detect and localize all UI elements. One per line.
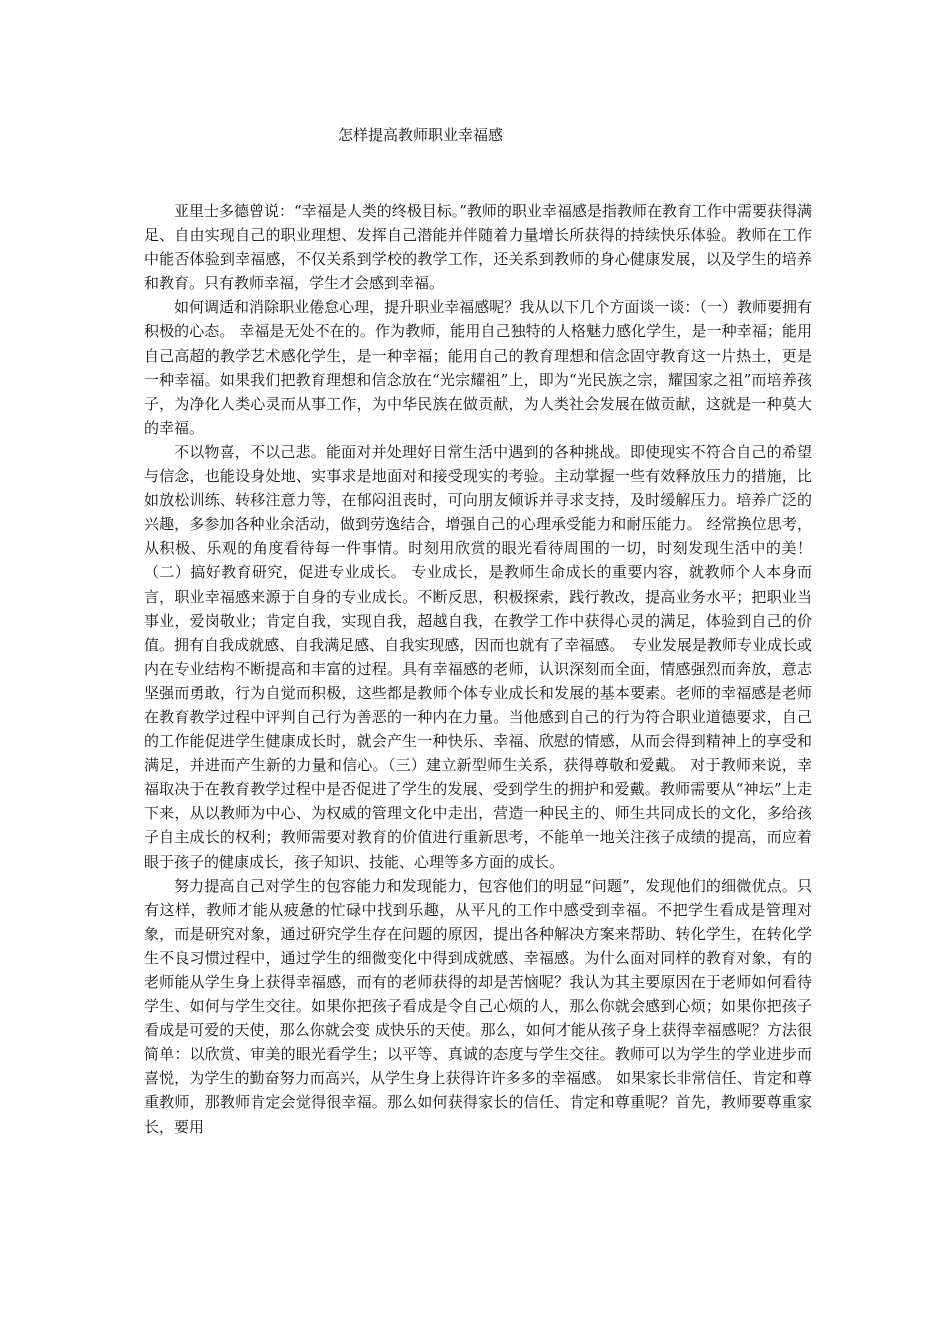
paragraph: 努力提高自己对学生的包容能力和发现能力，包容他们的明显“问题”，发现他们的细微优点。只有这样，教师才能从疲惫的忙碌中找到乐趣，从平凡的工作中感受到幸福。不把学生看成是管理对象，而是研究对象，通过研究学生存在问题的原因，提出各种解决方案来帮助、转化学生，在转化学生不良习惯过程中，通过学生的细微变化中得到成就感、幸福感。为什么面对同样的教育对象，有的老师能从学生身上获得幸福感，而有的老师获得的却是苦恼呢？我认为其主要原因在于老师如何看待学生、如何与学生交往。如果你把孩子看成是令自己心烦的人，那么你就会感到心烦；如果你把孩子看成是可爱的天使，那么你就会变 成快乐的天使。那么，如何才能从孩子身上获得幸福感呢？方法很简单：以欣赏、审美的眼光看学生；以平等、真诚的态度与学生交往。教师可以为学生的学业进步而喜悦，为学生的勤奋努力而高兴，从学生身上获得许许多多的幸福感。 如果家长非常信任、肯定和尊重教师，那教师肯定会觉得很幸福。那么如何获得家长的信任、肯定和尊重呢？首先，教师要尊重家长，要用 bbox=[144, 876, 812, 1136]
document-title: 怎样提高教师职业幸福感 bbox=[338, 126, 504, 144]
paragraph: 亚里士多德曾说：“幸福是人类的终极目标。”教师的职业幸福感是指教师在教育工作中需要获得满足、自由实现自己的职业理想、发挥自己潜能并伴随着力量增长所获得的持续快乐体验。教师在工作中能否体验到幸福感，不仅关系到学校的教学工作，还关系到教师的身心健康发展，以及学生的培养和教育。只有教师幸福，学生才会感到幸福。 bbox=[144, 202, 812, 293]
document-body bbox=[144, 199, 812, 1139]
paragraph: 不以物喜，不以己悲。能面对并处理好日常生活中遇到的各种挑战。即使现实不符合自己的希望与信念，也能设身处地、实事求是地面对和接受现实的考验。主动掌握一些有效释放压力的措施，比如放松训练、转移注意力等，在郁闷沮丧时，可向朋友倾诉并寻求支持，及时缓解压力。培养广泛的兴趣，多参加各种业余活动，做到劳逸结合，增强自己的心理承受能力和耐压能力。 经常换位思考，从积极、乐观的角度看待每一件事情。时刻用欣赏的眼光看待周围的一切，时刻发现生活中的美！ （二）搞好教育研究，促进专业成长。 专业成长，是教师生命成长的重要内容，就教师个人本身而言，职业幸福感来源于自身的专业成长。不断反思，积极探索，践行教改，提高业务水平；把职业当事业，爱岗敬业；肯定自我，实现自我，超越自我，在教学工作中获得心灵的满足，体验到自己的价值。拥有自我成就感、自我满足感、自我实现感，因而也就有了幸福感。 专业发展是教师专业成长或内在专业结构不断提高和丰富的过程。具有幸福感的老师，认识深刻而全面，情感强烈而奔放，意志坚强而勇敢，行为自觉而积极，这些都是教师个体专业成长和发展的基本要素。老师的幸福感是老师在教育教学过程中评判自己行为善恶的一种内在力量。当他感到自己的行为符合职业道德要求，自己的工作能促进学生健康成长时，就会产生一种快乐、幸福、欣慰的情感，从而会得到精神上的享受和满足，并进而产生新的力量和信心。（三）建立新型师生关系，获得尊敬和爱戴。 对于教师来说，幸福取决于在教育教学过程中是否促进了学生的发展、受到学生的拥护和爱戴。教师需要从“神坛”上走下来，从以教师为中心、为权威的管理文化中走出，营造一种民主的、师生共同成长的文化，多给孩子自主成长的权利；教师需要对教育的价值进行重新思考，不能单一地关注孩子成绩的提高，而应着眼于孩子的健康成长，孩子知识、技能、心理等多方面的成长。 bbox=[144, 442, 812, 871]
paragraph: 如何调适和消除职业倦怠心理，提升职业幸福感呢？我从以下几个方面谈一谈：（一）教师要拥有积极的心态。 幸福是无处不在的。作为教师，能用自己独特的人格魅力感化学生，是一种幸福；能用自己高超的教学艺术感化学生，是一种幸福；能用自己的教育理想和信念固守教育这一片热土，更是一种幸福。如果我们把教育理想和信念放在“光宗耀祖”上，即为“光民族之宗，耀国家之祖”而培养孩子，为净化人类心灵而从事工作，为中华民族在做贡献，为人类社会发展在做贡献，这就是一种莫大的幸福。 bbox=[144, 298, 812, 437]
